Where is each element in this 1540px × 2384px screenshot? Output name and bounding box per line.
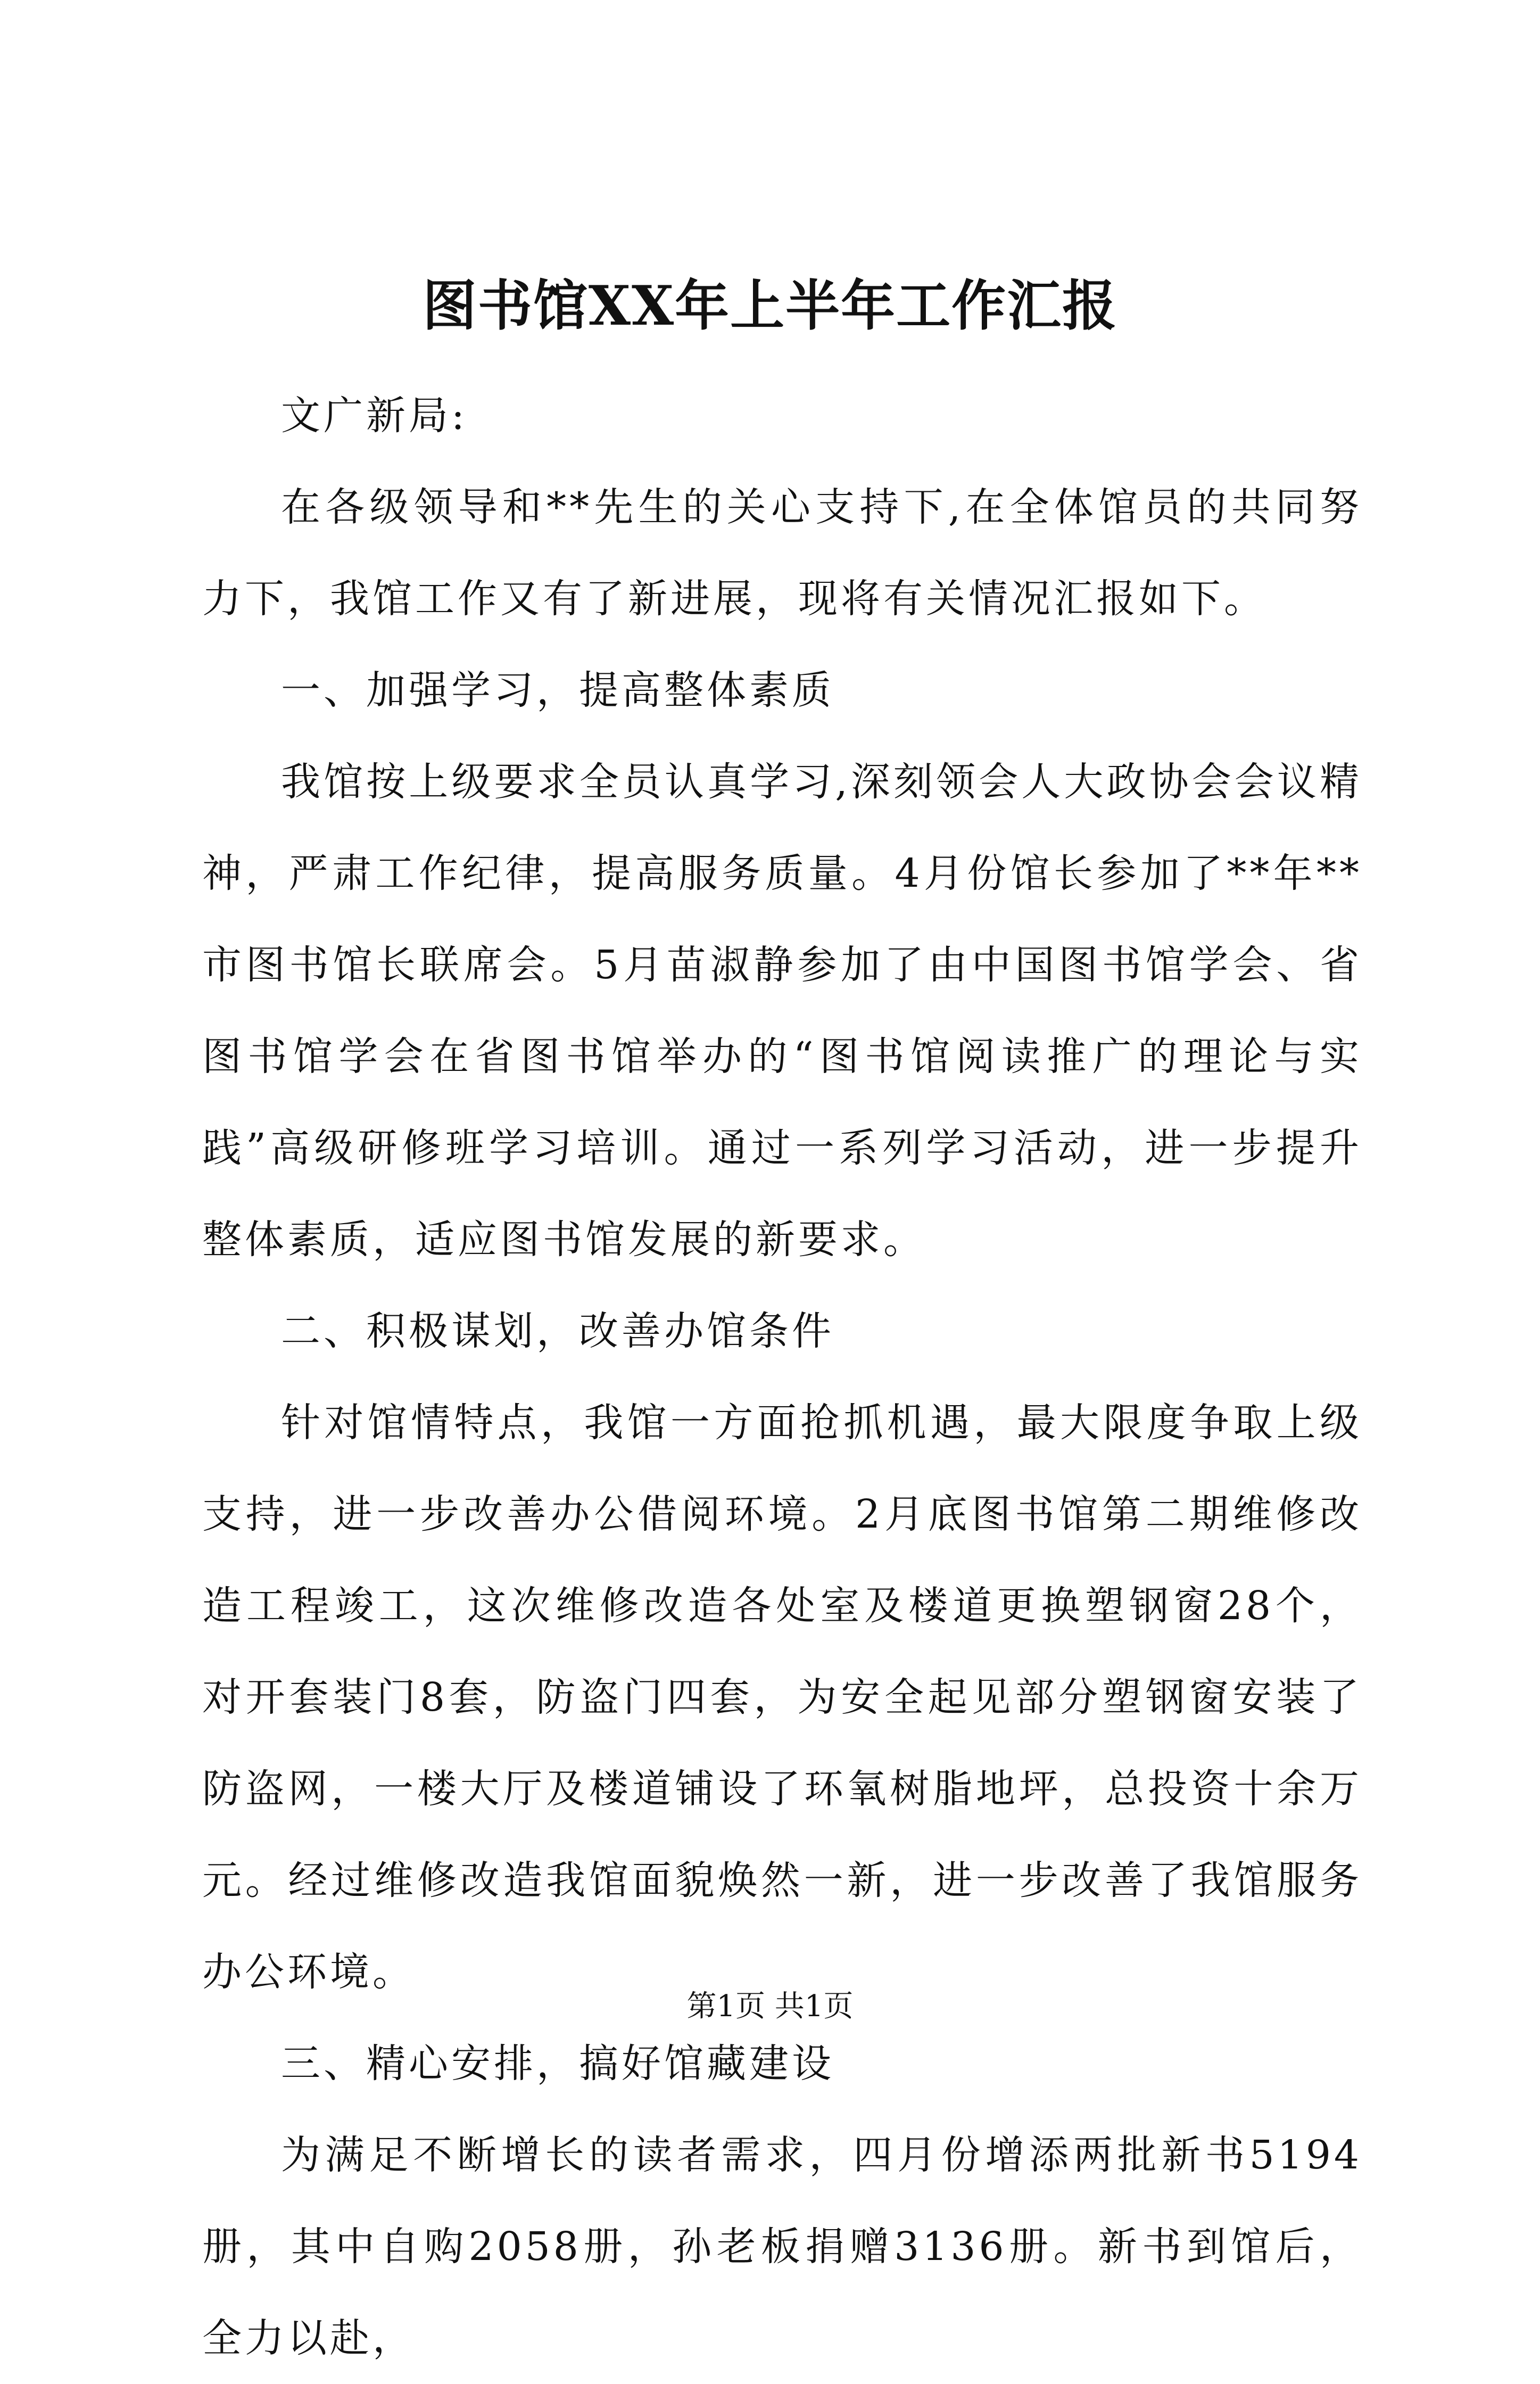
paragraph-section-2: 针对馆情特点，我馆一方面抢抓机遇，最大限度争取上级支持，进一步改善办公借阅环境。2月底图书馆第二期维修改造工程竣工，这次维修改造各处室及楼道更换塑钢窗28个，对开套装门8套，防盗门四套，为安全起见部分塑钢窗安装了防盗网，一楼大厅及楼道铺设了环氧树脂地坪，总投资十余万元。经过维修改造我馆面貌焕然一新，进一步改善了我馆服务办公环境。 xyxy=(202,1400,1362,1995)
paragraph-section-3: 为满足不断增长的读者需求，四月份增添两批新书5194册，其中自购2058册，孙老板捐赠3136册。新书到馆后，全力以赴， xyxy=(202,2132,1362,2361)
section-heading-2: 二、积极谋划，改善办馆条件 xyxy=(281,1308,834,1354)
document-title: 图书馆XX年上半年工作汇报 xyxy=(422,274,1118,338)
salutation: 文广新局: xyxy=(281,393,468,439)
section-heading-3: 三、精心安排，搞好馆藏建设 xyxy=(281,2041,834,2086)
page-footer: 第1页 共1页 xyxy=(686,1989,854,2024)
section-heading-1: 一、加强学习，提高整体素质 xyxy=(281,667,834,713)
paragraph-intro: 在各级领导和**先生的关心支持下,在全体馆员的共同努力下，我馆工作又有了新进展，现将有关情况汇报如下。 xyxy=(202,484,1362,622)
paragraph-section-1: 我馆按上级要求全员认真学习,深刻领会人大政协会会议精神，严肃工作纪律，提高服务质量。4月份馆长参加了**年**市图书馆长联席会。5月苗淑静参加了由中国图书馆学会、省图书馆学会在省图书馆举办的“图书馆阅读推广的理论与实践”高级研修班学习培训。通过一系列学习活动，进一步提升整体素质，适应图书馆发展的新要求。 xyxy=(202,759,1362,1263)
document-body xyxy=(202,370,1362,2384)
